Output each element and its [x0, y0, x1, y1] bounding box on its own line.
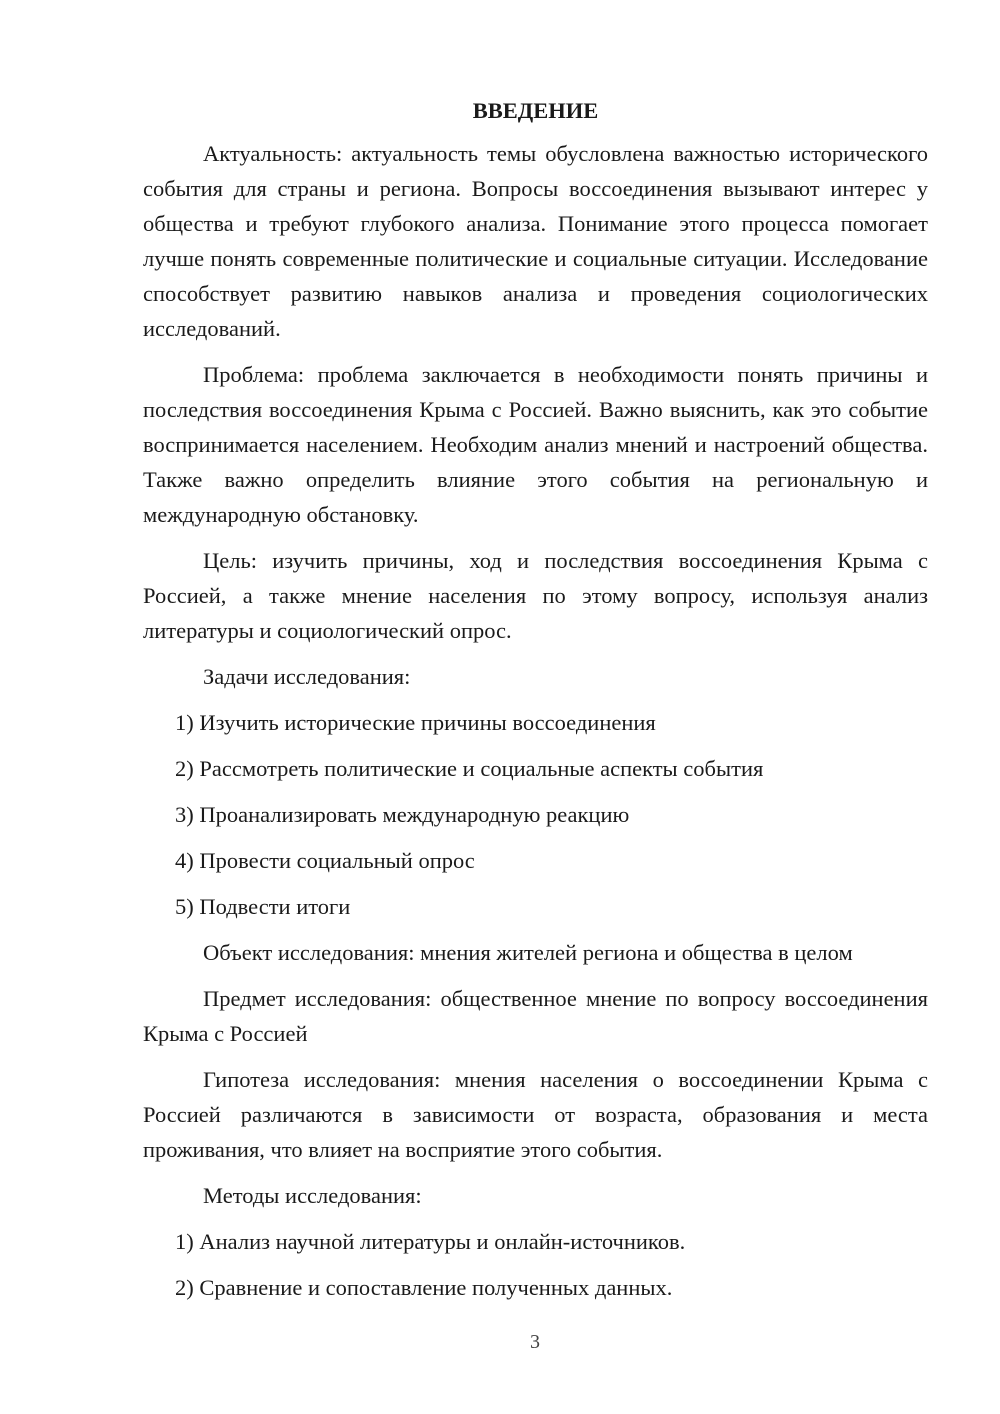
methods-list	[143, 1224, 928, 1305]
list-item: 1) Анализ научной литературы и онлайн-источников.	[175, 1229, 686, 1254]
tasks-heading: Задачи исследования:	[203, 664, 411, 689]
list-item: 3) Проанализировать международную реакцию	[175, 802, 630, 827]
methods-heading: Методы исследования:	[203, 1183, 422, 1208]
page-number: 3	[530, 1331, 540, 1353]
list-item: 5) Подвести итоги	[175, 894, 351, 919]
object-paragraph: Объект исследования: мнения жителей региона и общества в целом	[203, 940, 853, 965]
subject-paragraph: Предмет исследования: общественное мнение по вопросу воссоединения Крыма с Россией	[143, 986, 928, 1046]
hypothesis-paragraph: Гипотеза исследования: мнения населения о воссоединении Крыма с Россией различаются в зависимости от возраста, образования и места проживания, что влияет на восприятие этого события.	[143, 1067, 928, 1162]
list-item: 4) Провести социальный опрос	[175, 848, 475, 873]
list-item: 1) Изучить исторические причины воссоединения	[175, 710, 656, 735]
tasks-list	[143, 705, 928, 924]
goal-paragraph: Цель: изучить причины, ход и последствия воссоединения Крыма с Россией, а также мнение населения по этому вопросу, используя анализ литературы и социологический опрос.	[143, 548, 928, 643]
section-title: ВВЕДЕНИЕ	[472, 98, 599, 123]
relevance-paragraph: Актуальность: актуальность темы обусловлена важностью исторического события для страны и региона. Вопросы воссоединения вызывают интерес у общества и требуют глубокого анализа. Понимание этого процесса помогает лучше понять современные политические и социальные ситуации. Исследование способствует развитию навыков анализа и проведения социологических исследований.	[143, 141, 928, 341]
list-item: 2) Рассмотреть политические и социальные аспекты события	[175, 756, 764, 781]
problem-paragraph: Проблема: проблема заключается в необходимости понять причины и последствия воссоединения Крыма с Россией. Важно выяснить, как это событие воспринимается населением. Необходим анализ мнений и настроений общества. Также важно определить влияние этого события на региональную и международную обстановку.	[143, 362, 928, 527]
page-content	[143, 93, 928, 1316]
list-item: 2) Сравнение и сопоставление полученных данных.	[175, 1275, 673, 1300]
